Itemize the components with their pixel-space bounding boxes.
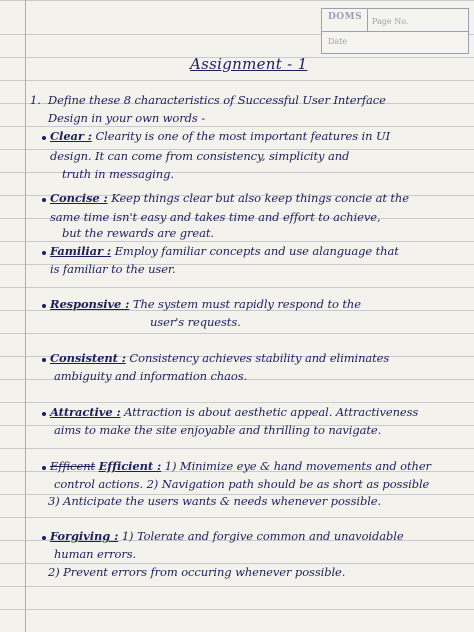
item-consistent-line-2: ambiguity and information chaos.	[54, 369, 248, 383]
stamp-rule	[322, 31, 468, 32]
item-consistent-line-1: Consistency achieves stability and eliminates	[129, 351, 390, 365]
bullet-icon	[42, 251, 46, 255]
bullet-icon	[42, 304, 46, 308]
item-familiar-line-1: Employ familiar concepts and use alanguage that	[114, 244, 399, 258]
term-efficient-struck: Efficent	[50, 459, 96, 473]
term-attractive: Attractive :	[50, 405, 121, 419]
item-clear	[50, 129, 390, 143]
item-attractive	[50, 405, 418, 419]
item-efficient-line-1: 1) Minimize eye & hand movements and other	[164, 459, 431, 473]
bullet-icon	[42, 136, 46, 140]
brand-logo: DOMS	[328, 12, 363, 22]
item-concise-line-3: but the rewards are great.	[62, 226, 214, 240]
bullet-icon	[42, 358, 46, 362]
bullet-icon	[42, 412, 46, 416]
item-efficient-line-3: 3) Anticipate the users wants & needs whenever possible.	[48, 494, 382, 508]
term-efficient: Efficient :	[98, 459, 162, 473]
term-concise: Concise :	[50, 191, 108, 205]
page-no-label: Page No.	[372, 17, 409, 26]
item-clear-line-3: truth in messaging.	[62, 167, 174, 181]
item-concise-line-2: same time isn't easy and takes time and effort to achieve,	[50, 210, 381, 224]
item-attractive-line-2: aims to make the site enjoyable and thrilling to navigate.	[54, 423, 382, 437]
item-forgiving-line-2: human errors.	[54, 547, 137, 561]
term-consistent: Consistent :	[50, 351, 126, 365]
bullet-icon	[42, 536, 46, 540]
page-header-stamp	[321, 8, 469, 54]
term-forgiving: Forgiving :	[50, 529, 119, 543]
stamp-divider	[367, 9, 368, 31]
date-label: Date	[328, 37, 348, 46]
item-attractive-line-1: Attraction is about aesthetic appeal. Attractiveness	[124, 405, 419, 419]
item-responsive-line-2: user's requests.	[150, 315, 241, 329]
question-line-2: Design in your own words -	[48, 111, 206, 125]
term-familiar: Familiar :	[50, 244, 112, 258]
question-line-1: Define these 8 characteristics of Successful User Interface	[48, 93, 386, 107]
item-forgiving-line-3: 2) Prevent errors from occuring whenever possible.	[48, 565, 346, 579]
item-clear-line-1: Clearity is one of the most important features in UI	[95, 129, 391, 143]
item-concise-line-1: Keep things clear but also keep things concie at the	[111, 191, 409, 205]
term-responsive: Responsive :	[50, 297, 130, 311]
item-forgiving-line-1: 1) Tolerate and forgive common and unavoidable	[121, 529, 404, 543]
margin-line	[25, 0, 26, 632]
item-familiar	[50, 244, 399, 258]
item-familiar-line-2: is familiar to the user.	[50, 262, 176, 276]
item-responsive-line-1: The system must rapidly respond to the	[132, 297, 361, 311]
item-forgiving	[50, 529, 404, 543]
item-concise	[50, 191, 409, 205]
question-number: 1.	[30, 93, 41, 107]
bullet-icon	[42, 466, 46, 470]
term-clear: Clear :	[50, 129, 92, 143]
bullet-icon	[42, 198, 46, 202]
item-responsive	[50, 297, 361, 311]
page-title: Assignment - 1	[190, 55, 308, 73]
item-consistent	[50, 351, 389, 365]
item-efficient-line-2: control actions. 2) Navigation path should be as short as possible	[54, 477, 430, 491]
item-efficient	[50, 459, 431, 473]
item-clear-line-2: design. It can come from consistency, simplicity and	[50, 149, 350, 163]
